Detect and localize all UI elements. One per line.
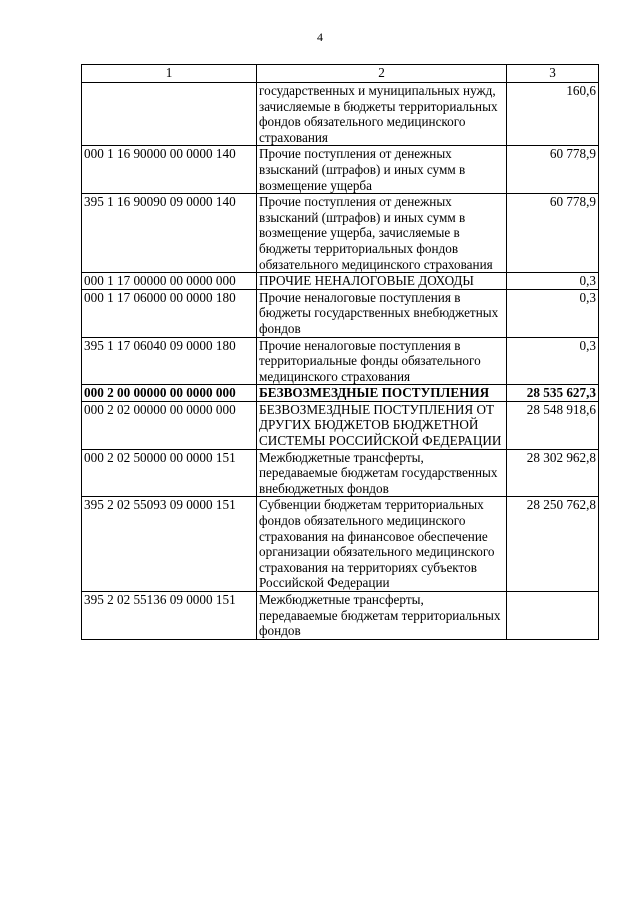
row-amount: 0,3 xyxy=(507,273,599,290)
row-name: Прочие поступления от денежных взысканий (штрафов) и иных сумм в возмещение ущерба, зачисляемые в бюджеты территориальных фондов обязательного медицинского страхования xyxy=(257,194,507,273)
table-row xyxy=(82,592,599,640)
row-name: государственных и муниципальных нужд, зачисляемые в бюджеты территориальных фондов обязательного медицинского страхования xyxy=(257,83,507,146)
column-header-code: 1 xyxy=(82,65,257,83)
table-header-row xyxy=(82,65,599,83)
row-code: 395 1 16 90090 09 0000 140 xyxy=(82,194,257,273)
row-name: ПРОЧИЕ НЕНАЛОГОВЫЕ ДОХОДЫ xyxy=(257,273,507,290)
row-amount: 28 250 762,8 xyxy=(507,497,599,592)
row-code: 000 2 02 00000 00 0000 000 xyxy=(82,401,257,449)
row-amount: 60 778,9 xyxy=(507,146,599,194)
row-name: БЕЗВОЗМЕЗДНЫЕ ПОСТУПЛЕНИЯ ОТ ДРУГИХ БЮДЖЕТОВ БЮДЖЕТНОЙ СИСТЕМЫ РОССИЙСКОЙ ФЕДЕРАЦИИ xyxy=(257,401,507,449)
row-amount: 160,6 xyxy=(507,83,599,146)
budget-revenue-table xyxy=(81,64,599,640)
row-name: Межбюджетные трансферты, передаваемые бюджетам территориальных фондов xyxy=(257,592,507,640)
row-code: 395 1 17 06040 09 0000 180 xyxy=(82,337,257,385)
row-amount xyxy=(507,592,599,640)
row-code: 395 2 02 55136 09 0000 151 xyxy=(82,592,257,640)
row-amount: 28 302 962,8 xyxy=(507,449,599,497)
row-code: 000 2 02 50000 00 0000 151 xyxy=(82,449,257,497)
row-name: БЕЗВОЗМЕЗДНЫЕ ПОСТУПЛЕНИЯ xyxy=(257,385,507,402)
row-code: 000 1 17 06000 00 0000 180 xyxy=(82,289,257,337)
row-name: Субвенции бюджетам территориальных фондов обязательного медицинского страхования на финансовое обеспечение организации обязательного медицинского страхования на территориях субъектов Российской Федерации xyxy=(257,497,507,592)
table-row xyxy=(82,289,599,337)
row-amount: 28 548 918,6 xyxy=(507,401,599,449)
row-code: 000 1 16 90000 00 0000 140 xyxy=(82,146,257,194)
column-header-name: 2 xyxy=(257,65,507,83)
row-code: 000 1 17 00000 00 0000 000 xyxy=(82,273,257,290)
row-name: Межбюджетные трансферты, передаваемые бюджетам государственных внебюджетных фондов xyxy=(257,449,507,497)
row-name: Прочие поступления от денежных взысканий (штрафов) и иных сумм в возмещение ущерба xyxy=(257,146,507,194)
table-row xyxy=(82,401,599,449)
table-row xyxy=(82,449,599,497)
page-number: 4 xyxy=(317,30,323,44)
table-row xyxy=(82,385,599,402)
table-row xyxy=(82,146,599,194)
row-name: Прочие неналоговые поступления в бюджеты государственных внебюджетных фондов xyxy=(257,289,507,337)
table-row xyxy=(82,337,599,385)
row-amount: 60 778,9 xyxy=(507,194,599,273)
row-code: 000 2 00 00000 00 0000 000 xyxy=(82,385,257,402)
column-header-amount: 3 xyxy=(507,65,599,83)
table-row xyxy=(82,194,599,273)
table-row xyxy=(82,83,599,146)
row-name: Прочие неналоговые поступления в территориальные фонды обязательного медицинского страхования xyxy=(257,337,507,385)
row-code xyxy=(82,83,257,146)
table-row xyxy=(82,497,599,592)
row-amount: 0,3 xyxy=(507,289,599,337)
table-row xyxy=(82,273,599,290)
row-amount: 28 535 627,3 xyxy=(507,385,599,402)
row-code: 395 2 02 55093 09 0000 151 xyxy=(82,497,257,592)
row-amount: 0,3 xyxy=(507,337,599,385)
